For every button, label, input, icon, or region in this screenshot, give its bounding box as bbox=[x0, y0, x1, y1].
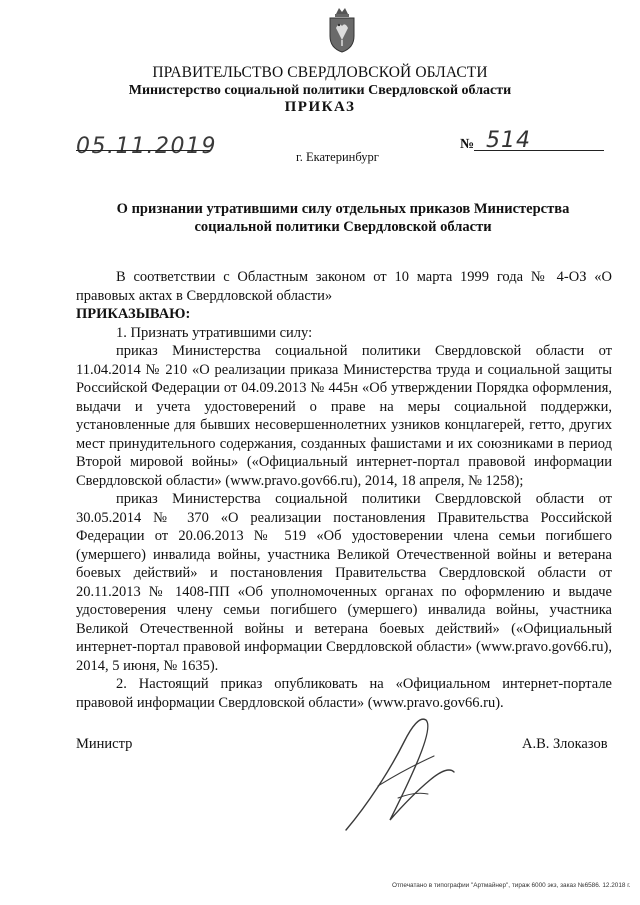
signer-name: А.В. Злоказов bbox=[522, 736, 608, 752]
item-1-heading: 1. Признать утратившими силу: bbox=[116, 324, 313, 341]
coat-of-arms-emblem bbox=[327, 6, 357, 54]
title-line: О признании утратившими силу отдельных приказов Министерства bbox=[116, 201, 570, 217]
orders-heading: ПРИКАЗЫВАЮ: bbox=[76, 306, 191, 322]
document-type: ПРИКАЗ bbox=[284, 99, 356, 115]
item-1b-paragraph: приказ Министерства социальной политики Свердловской области от 30.05.2014 № 370 «О реализации постановления Правительства Российской Федерации от 20.06.2013 № 519 «Об удостоверении члена семьи погибшего (умершего) инвалида войны, участника Великой Отечественной войны и ветерана боевых действий» и постановления Правительства Свердловской области от 20.11.2013 № 1408-ПП «Об уполномоченных органах по оформлению и выдаче удостоверения члену семьи погибшего (умершего) инвалида войны, участника Великой Отечественной войны и ветерана боевых действий» («Официальный интернет-портал правовой информации Свердловской области» (www.pravo.gov66.ru), 2014, 5 июня, № 1635). bbox=[76, 491, 612, 674]
handwritten-date: 05.11.2019 bbox=[76, 134, 217, 159]
signer-role: Министр bbox=[76, 736, 133, 752]
item-1a-paragraph: приказ Министерства социальной политики Свердловской области от 11.04.2014 № 210 «О реализации приказа Министерства труда и социальной защиты Российской Федерации от 04.09.2013 № 445н «Об утверждении Порядка оформления, выдачи и учета удостоверений о праве на меры социальной поддержки, установленные для бывших несовершеннолетних узников концлагерей, гетто, других мест принудительного содержания, созданных фашистами и их союзниками в период Второй мировой войны» («Официальный интернет-портал правовой информации Свердловской области» (www.pravo.gov66.ru), 2014, 18 апреля, № 1258); bbox=[76, 343, 612, 489]
city: г. Екатеринбург bbox=[296, 150, 379, 164]
government-name: ПРАВИТЕЛЬСТВО СВЕРДЛОВСКОЙ ОБЛАСТИ bbox=[152, 64, 488, 81]
document-title bbox=[76, 200, 610, 236]
ministry-name: Министерство социальной политики Свердловской области bbox=[128, 83, 512, 98]
handwritten-signature bbox=[338, 712, 464, 836]
handwritten-number: 514 bbox=[486, 128, 531, 153]
number-underline bbox=[474, 150, 604, 151]
document-body bbox=[76, 268, 612, 712]
intro-paragraph: В соответствии с Областным законом от 10 марта 1999 года № 4-ОЗ «О правовых актах в Свердловской области» bbox=[76, 269, 612, 304]
number-label: № bbox=[460, 137, 475, 152]
date-underline bbox=[76, 150, 210, 151]
title-line: социальной политики Свердловской области bbox=[194, 219, 492, 235]
print-footer: Отпечатано в типографии "Артмайнер", тираж 6000 экз, заказ №6586. 12.2018 г. bbox=[392, 882, 631, 889]
item-2-paragraph: 2. Настоящий приказ опубликовать на «Официальном интернет-портале правовой информации Свердловской области» (www.pravo.gov66.ru). bbox=[76, 676, 612, 711]
